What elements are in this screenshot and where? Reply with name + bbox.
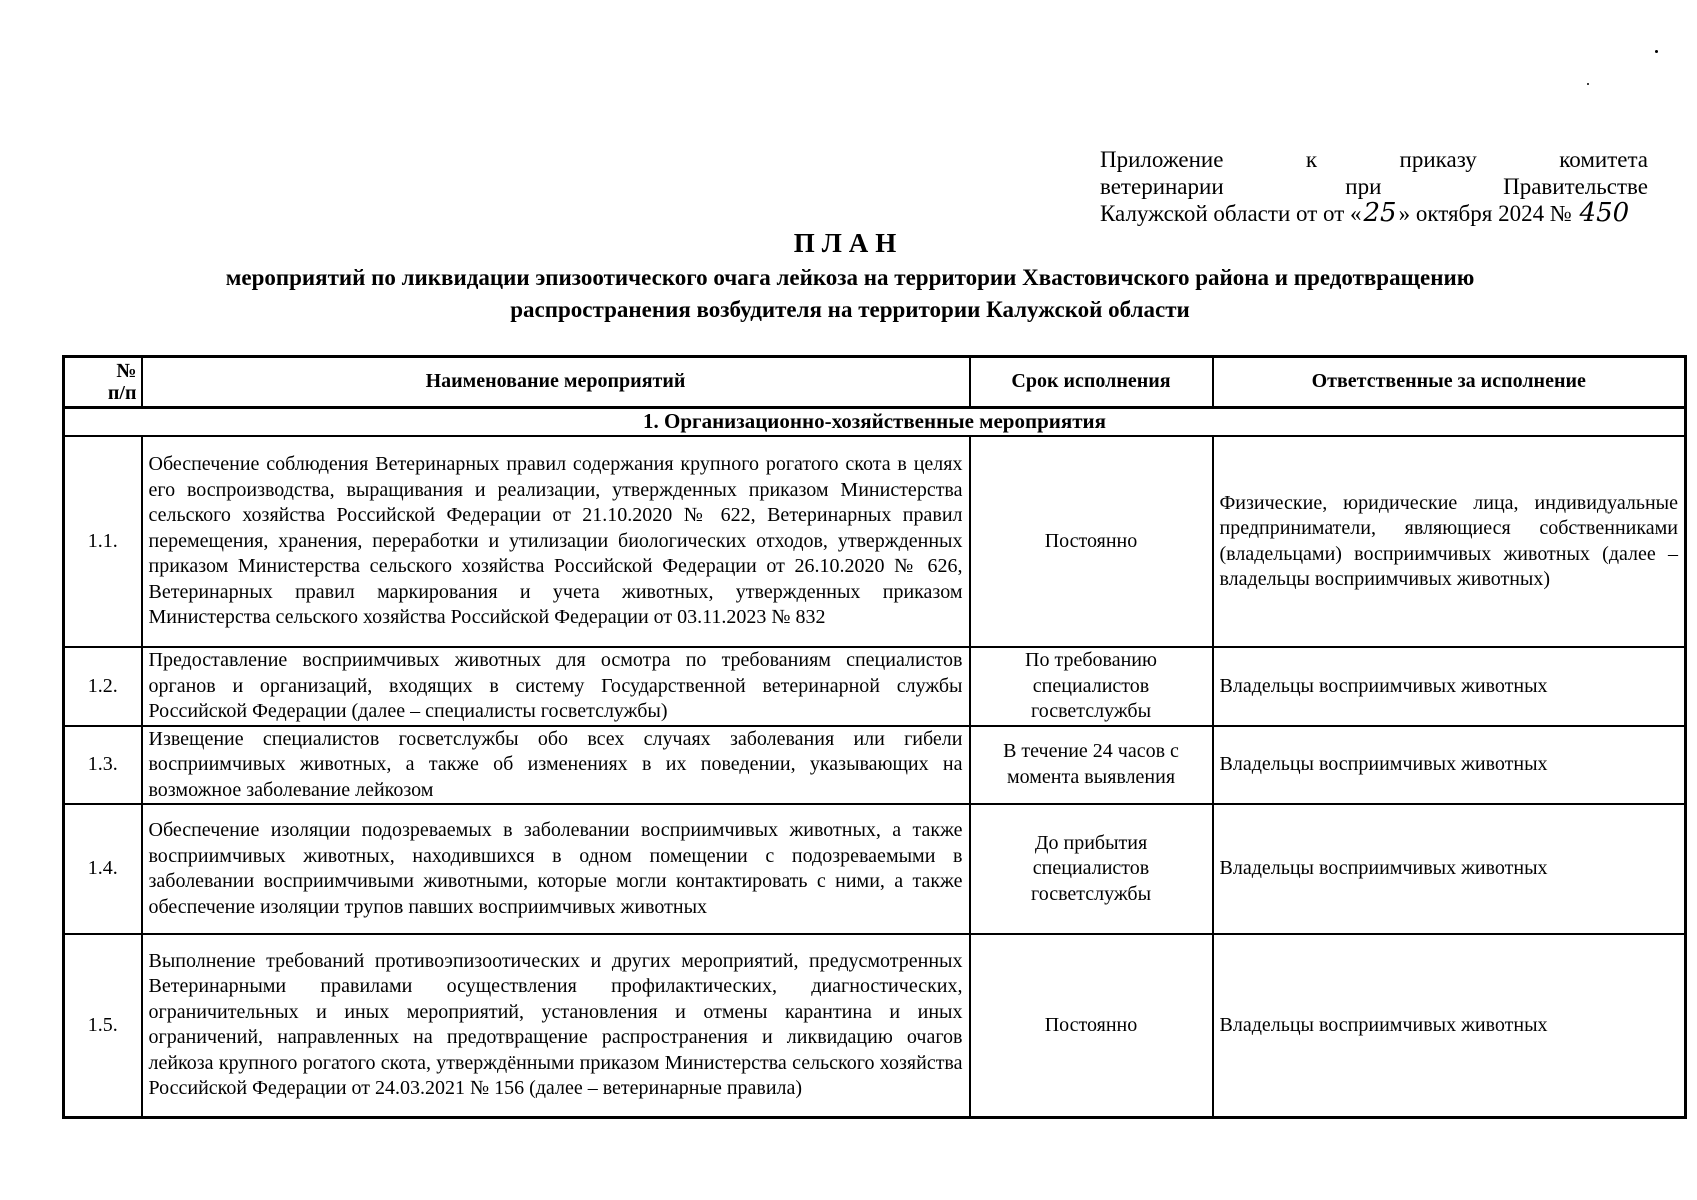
- row-term: Постоянно: [970, 436, 1213, 647]
- appendix-date-prefix: Калужской области от от «: [1100, 201, 1362, 226]
- table-header-row: [64, 357, 1686, 408]
- row-num: 1.2.: [64, 647, 142, 726]
- appendix-word: ветеринарии: [1100, 174, 1224, 199]
- appendix-word: к: [1305, 147, 1318, 172]
- row-num: 1.4.: [64, 804, 142, 934]
- row-responsible: Владельцы восприимчивых животных: [1213, 647, 1686, 726]
- table-row: [64, 647, 1686, 726]
- appendix-word: Правительстве: [1503, 174, 1648, 199]
- header-name: Наименование мероприятий: [142, 357, 970, 408]
- table-row: [64, 934, 1686, 1117]
- appendix-word: Приложение: [1100, 147, 1224, 172]
- header-num: [64, 357, 142, 408]
- handwritten-day: 25: [1363, 198, 1397, 228]
- row-measure: Обеспечение изоляции подозреваемых в заболевании восприимчивых животных, а также восприимчивых животных, находившихся в одном помещении с подозреваемыми в заболевании восприимчивыми животными, которые могли контактировать с ними, а также обеспечение изоляции трупов павших восприимчивых животных: [142, 804, 970, 934]
- section-title: 1. Организационно-хозяйственные мероприятия: [64, 408, 1686, 437]
- section-row: [64, 408, 1686, 437]
- row-measure: Обеспечение соблюдения Ветеринарных правил содержания крупного рогатого скота в целях его воспроизводства, выращивания и реализации, утвержденных приказом Министерства сельского хозяйства Российской Федерации от 21.10.2020 № 622, Ветеринарных правил перемещения, хранения, переработки и утилизации биологических отходов, утвержденных приказом Министерства сельского хозяйства Российской Федерации от 26.10.2020 № 626, Ветеринарных правил маркирования и учета животных, утвержденных приказом Министерства сельского хозяйства Российской Федерации от 03.11.2023 № 832: [142, 436, 970, 647]
- handwritten-order-number: 450: [1579, 198, 1630, 228]
- appendix-note: [1100, 146, 1648, 228]
- header-responsible: Ответственные за исполнение: [1213, 357, 1686, 408]
- row-num: 1.3.: [64, 726, 142, 805]
- row-responsible: Физические, юридические лица, индивидуальные предприниматели, являющиеся собственниками (владельцами) восприимчивых животных (далее – владельцы восприимчивых животных): [1213, 436, 1686, 647]
- row-measure: Предоставление восприимчивых животных для осмотра по требованиям специалистов органов и организаций, входящих в систему Государственной ветеринарной службы Российской Федерации (далее – специалисты госветслужбы): [142, 647, 970, 726]
- appendix-word: при: [1345, 174, 1382, 199]
- row-term: До прибытия специалистов госветслужбы: [970, 804, 1213, 934]
- row-measure: Выполнение требований противоэпизоотических и других мероприятий, предусмотренных Ветеринарными правилами осуществления профилактических, диагностических, ограничительных и иных мероприятий, установления и отмены карантина и иных ограничений, направленных на предотвращение распространения и ликвидацию очагов лейкоза крупного рогатого скота, утверждёнными приказом Министерства сельского хозяйства Российской Федерации от 24.03.2021 № 156 (далее – ветеринарные правила): [142, 934, 970, 1117]
- row-term: Постоянно: [970, 934, 1213, 1117]
- subtitle-line: распространения возбудителя на территории Калужской области: [510, 297, 1190, 322]
- row-measure: Извещение специалистов госветслужбы обо всех случаях заболевания или гибели восприимчивых животных, а также об изменениях в их поведении, указывающих на возможное заболевание лейкозом: [142, 726, 970, 805]
- table-row: [64, 726, 1686, 805]
- header-term: Срок исполнения: [970, 357, 1213, 408]
- document-title: ПЛАН: [793, 228, 904, 258]
- row-responsible: Владельцы восприимчивых животных: [1213, 804, 1686, 934]
- row-term: В течение 24 часов с момента выявления: [970, 726, 1213, 805]
- appendix-line-3: [1100, 200, 1648, 228]
- row-num: 1.5.: [64, 934, 142, 1117]
- table-row: [64, 436, 1686, 647]
- scan-speck: [1587, 83, 1589, 85]
- document-subtitle: [120, 262, 1580, 326]
- appendix-word: комитета: [1559, 147, 1648, 172]
- appendix-line-2: [1100, 173, 1648, 200]
- row-term: По требованию специалистов госветслужбы: [970, 647, 1213, 726]
- appendix-line-1: [1100, 146, 1648, 173]
- appendix-word: приказу: [1399, 147, 1477, 172]
- row-responsible: Владельцы восприимчивых животных: [1213, 726, 1686, 805]
- scan-speck: [1655, 50, 1658, 53]
- table-row: [64, 804, 1686, 934]
- plan-table: [62, 355, 1687, 1119]
- appendix-date-middle: » октября 2024 №: [1398, 201, 1572, 226]
- subtitle-line: мероприятий по ликвидации эпизоотического очага лейкоза на территории Хвастовичского района и предотвращению: [225, 265, 1475, 290]
- row-responsible: Владельцы восприимчивых животных: [1213, 934, 1686, 1117]
- header-num-text: № п/п: [107, 360, 137, 404]
- row-num: 1.1.: [64, 436, 142, 647]
